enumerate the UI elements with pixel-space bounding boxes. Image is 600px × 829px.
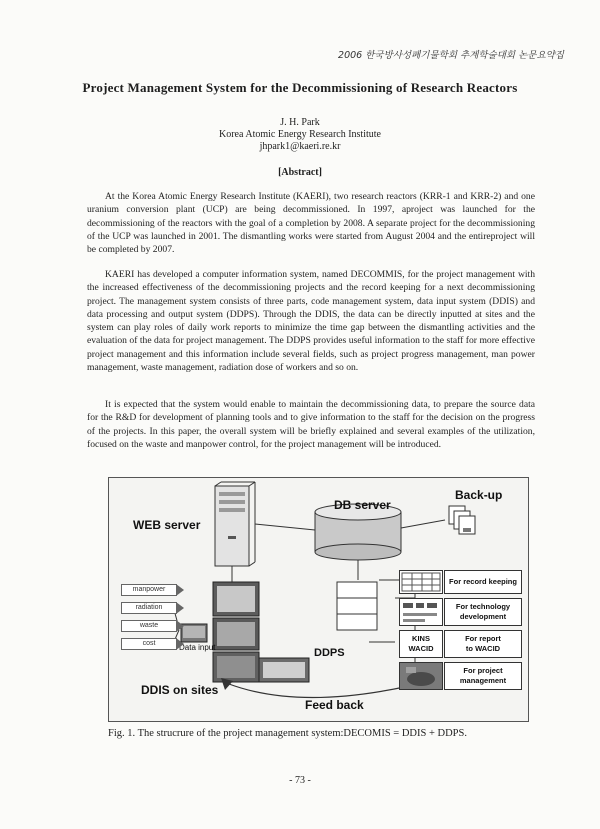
abstract-heading: [Abstract] <box>278 167 322 178</box>
record-table-box <box>399 570 443 594</box>
header-note: 2006 한국방사성폐기물학회 추계학술대회 논문요약집 <box>338 50 564 61</box>
record-keeping-label: For record keeping <box>449 577 517 586</box>
project-management-box <box>444 662 522 690</box>
technology-box <box>444 598 522 626</box>
input-radiation: radiation <box>121 602 177 614</box>
site-photo-icon <box>400 663 442 689</box>
report-box <box>444 630 522 658</box>
system-structure-figure <box>108 477 529 722</box>
project-label-1: For project <box>463 666 503 675</box>
ddps-label: DDPS <box>314 647 345 659</box>
figure-caption: Fig. 1. The strucrure of the project management system:DECOMIS = DDIS + DDPS. <box>108 728 467 739</box>
backup-disks <box>449 506 475 534</box>
table-icon <box>400 571 442 593</box>
ddps-stack <box>337 582 377 630</box>
input-manpower: manpower <box>121 584 177 596</box>
backup-label: Back-up <box>455 488 503 502</box>
record-keeping-box <box>444 570 522 594</box>
kins-box <box>399 630 443 658</box>
author-name: J. H. Park <box>280 117 320 128</box>
abstract-paragraph-3: It is expected that the system would enable to maintain the decommissioning data, to prepare the source data for the R&D for development of planning tools and to give information to the staff for the decision on the progress of the projects. In this paper, the overall system will be briefly explained and several examples of the utilization, focused on the waste and manpower control, for the project management will be introduced. <box>87 399 535 450</box>
kins-label-1: KINS <box>412 634 430 643</box>
project-photo-box <box>399 662 443 690</box>
web-server-label: WEB server <box>133 518 201 532</box>
input-waste: waste <box>121 620 177 632</box>
technology-label-1: For technology <box>455 602 511 611</box>
chart-icon <box>400 599 442 625</box>
feedback-label: Feed back <box>305 698 364 712</box>
input-cost: cost <box>121 638 177 650</box>
author-email: jhpark1@kaeri.re.kr <box>259 141 341 152</box>
report-label-1: For report <box>465 634 501 643</box>
technology-chart-box <box>399 598 443 626</box>
web-server-tower <box>215 482 255 566</box>
report-label-2: to WACID <box>465 644 501 653</box>
kins-label-2: WACID <box>408 644 434 653</box>
db-server-label: DB server <box>334 498 391 512</box>
db-cylinder <box>315 504 401 560</box>
ddis-label: DDIS on sites <box>141 683 219 697</box>
author-affiliation: Korea Atomic Energy Research Institute <box>219 129 381 140</box>
paper-title: Project Management System for the Decommissioning of Research Reactors <box>82 80 518 95</box>
technology-label-2: development <box>459 612 507 621</box>
page-number: - 73 - <box>289 775 311 786</box>
data-input-label: Data input <box>179 643 216 652</box>
abstract-paragraph-1: At the Korea Atomic Energy Research Institute (KAERI), two research reactors (KRR-1 and KRR-2) and one uranium conversion plant (UCP) are being decommissioned. In 1997, aproject was launched for the decommissioning of the reactors with the goal of a completion by 2008. A separate project for the decommissioning of the UCP was launched in 2001. The dismantling works were started from August 2004 and the entireproject will be completed by 2007. <box>87 191 535 256</box>
project-label-2: management <box>459 676 507 685</box>
abstract-paragraph-2: KAERI has developed a computer information system, named DECOMMIS, for the project management with the increased effectiveness of the decommissioning projects and the record keeping for a next decommissioning project. The management system consists of three parts, code management system, data input system (DDIS) and data processing and output system (DDPS). Through the DDIS, the data can be directly inputted at sites and the system can play roles of daily work reports to minimize the time gap between the dismantling activities and the evaluation of the data for project management. The DDPS provides useful information to the staff for more effective project management and this information include several fields, such as project progress management, man power management, waste management, radiation dose of workers and so on. <box>87 269 535 374</box>
ddis-monitors <box>181 582 309 682</box>
